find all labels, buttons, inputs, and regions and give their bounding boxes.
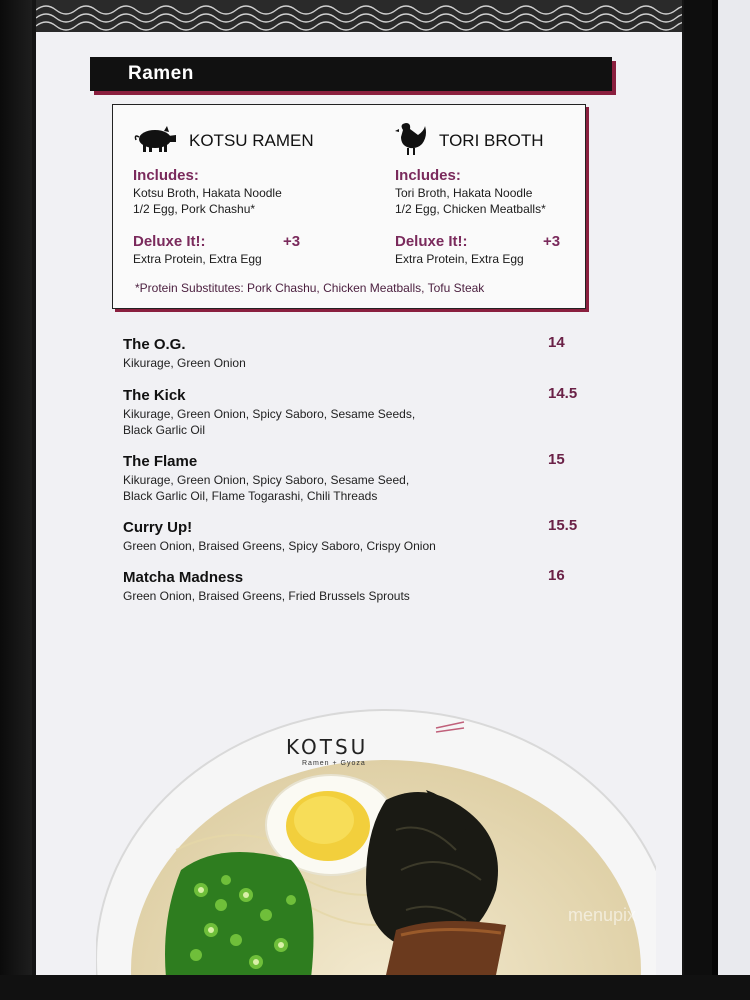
item-description-line: Black Garlic Oil, Flame Togarashi, Chili Threads — [123, 489, 378, 503]
menu-item — [123, 336, 593, 371]
chicken-icon — [395, 122, 427, 160]
display-frame-left — [0, 0, 32, 1000]
display-frame-bottom — [0, 975, 750, 1000]
menu-item — [123, 519, 593, 554]
pig-icon — [133, 125, 177, 157]
includes-label: Includes: — [133, 167, 199, 184]
item-price: 15.5 — [548, 517, 578, 534]
deluxe-label: Deluxe It!: — [133, 233, 206, 250]
item-description — [123, 406, 463, 438]
item-description-line: Kikurage, Green Onion, Spicy Saboro, Sesame Seeds, — [123, 407, 416, 421]
item-price: 14.5 — [548, 385, 578, 402]
item-name: Curry Up! — [123, 519, 193, 536]
adjacent-menu-screen — [712, 0, 750, 980]
item-name: The Flame — [123, 453, 198, 470]
item-description — [123, 472, 463, 504]
deluxe-text: Extra Protein, Extra Egg — [133, 252, 262, 266]
broth-name: TORI BROTH — [439, 131, 544, 150]
kotsu-logo: KOTSU — [286, 735, 369, 759]
includes-line: Kotsu Broth, Hakata Noodle — [133, 186, 282, 200]
broth-header — [395, 125, 544, 157]
display-frame-right — [684, 0, 712, 1000]
item-description-line: Green Onion, Braised Greens, Spicy Saboro, Crispy Onion — [123, 539, 436, 553]
menu-screen — [36, 0, 682, 978]
section-title: Ramen — [128, 63, 194, 84]
item-name: The Kick — [123, 387, 186, 404]
includes-text — [133, 185, 363, 217]
protein-substitutes-note: *Protein Substitutes: Pork Chashu, Chicken Meatballs, Tofu Steak — [135, 281, 485, 295]
includes-line: 1/2 Egg, Pork Chashu* — [133, 202, 256, 216]
wave-pattern-header — [36, 0, 682, 32]
item-description — [123, 355, 463, 371]
item-description — [123, 588, 463, 604]
menu-item — [123, 569, 593, 604]
watermark: menupix — [568, 905, 637, 925]
item-name: The O.G. — [123, 336, 186, 353]
item-description-line: Kikurage, Green Onion — [123, 356, 246, 370]
kotsu-logo-tagline: Ramen + Gyoza — [302, 760, 366, 767]
broth-info-box — [112, 104, 586, 309]
deluxe-price: +3 — [543, 233, 561, 250]
deluxe-text: Extra Protein, Extra Egg — [395, 252, 524, 266]
includes-line: Tori Broth, Hakata Noodle — [395, 186, 533, 200]
item-name: Matcha Madness — [123, 569, 244, 586]
broth-name: KOTSU RAMEN — [189, 131, 314, 150]
ramen-bowl-image — [96, 700, 656, 978]
menu-item — [123, 453, 593, 504]
menu-item — [123, 387, 593, 438]
section-header — [90, 57, 612, 91]
includes-text — [395, 185, 625, 217]
includes-label: Includes: — [395, 167, 461, 184]
item-description-line: Black Garlic Oil — [123, 423, 206, 437]
broth-header — [133, 125, 314, 157]
deluxe-label: Deluxe It!: — [395, 233, 468, 250]
item-description-line: Kikurage, Green Onion, Spicy Saboro, Sesame Seed, — [123, 473, 410, 487]
includes-line: 1/2 Egg, Chicken Meatballs* — [395, 202, 546, 216]
item-description — [123, 538, 463, 554]
deluxe-price: +3 — [283, 233, 301, 250]
item-description-line: Green Onion, Braised Greens, Fried Brussels Sprouts — [123, 589, 410, 603]
item-price: 16 — [548, 567, 565, 584]
item-price: 15 — [548, 451, 565, 468]
item-price: 14 — [548, 334, 565, 351]
